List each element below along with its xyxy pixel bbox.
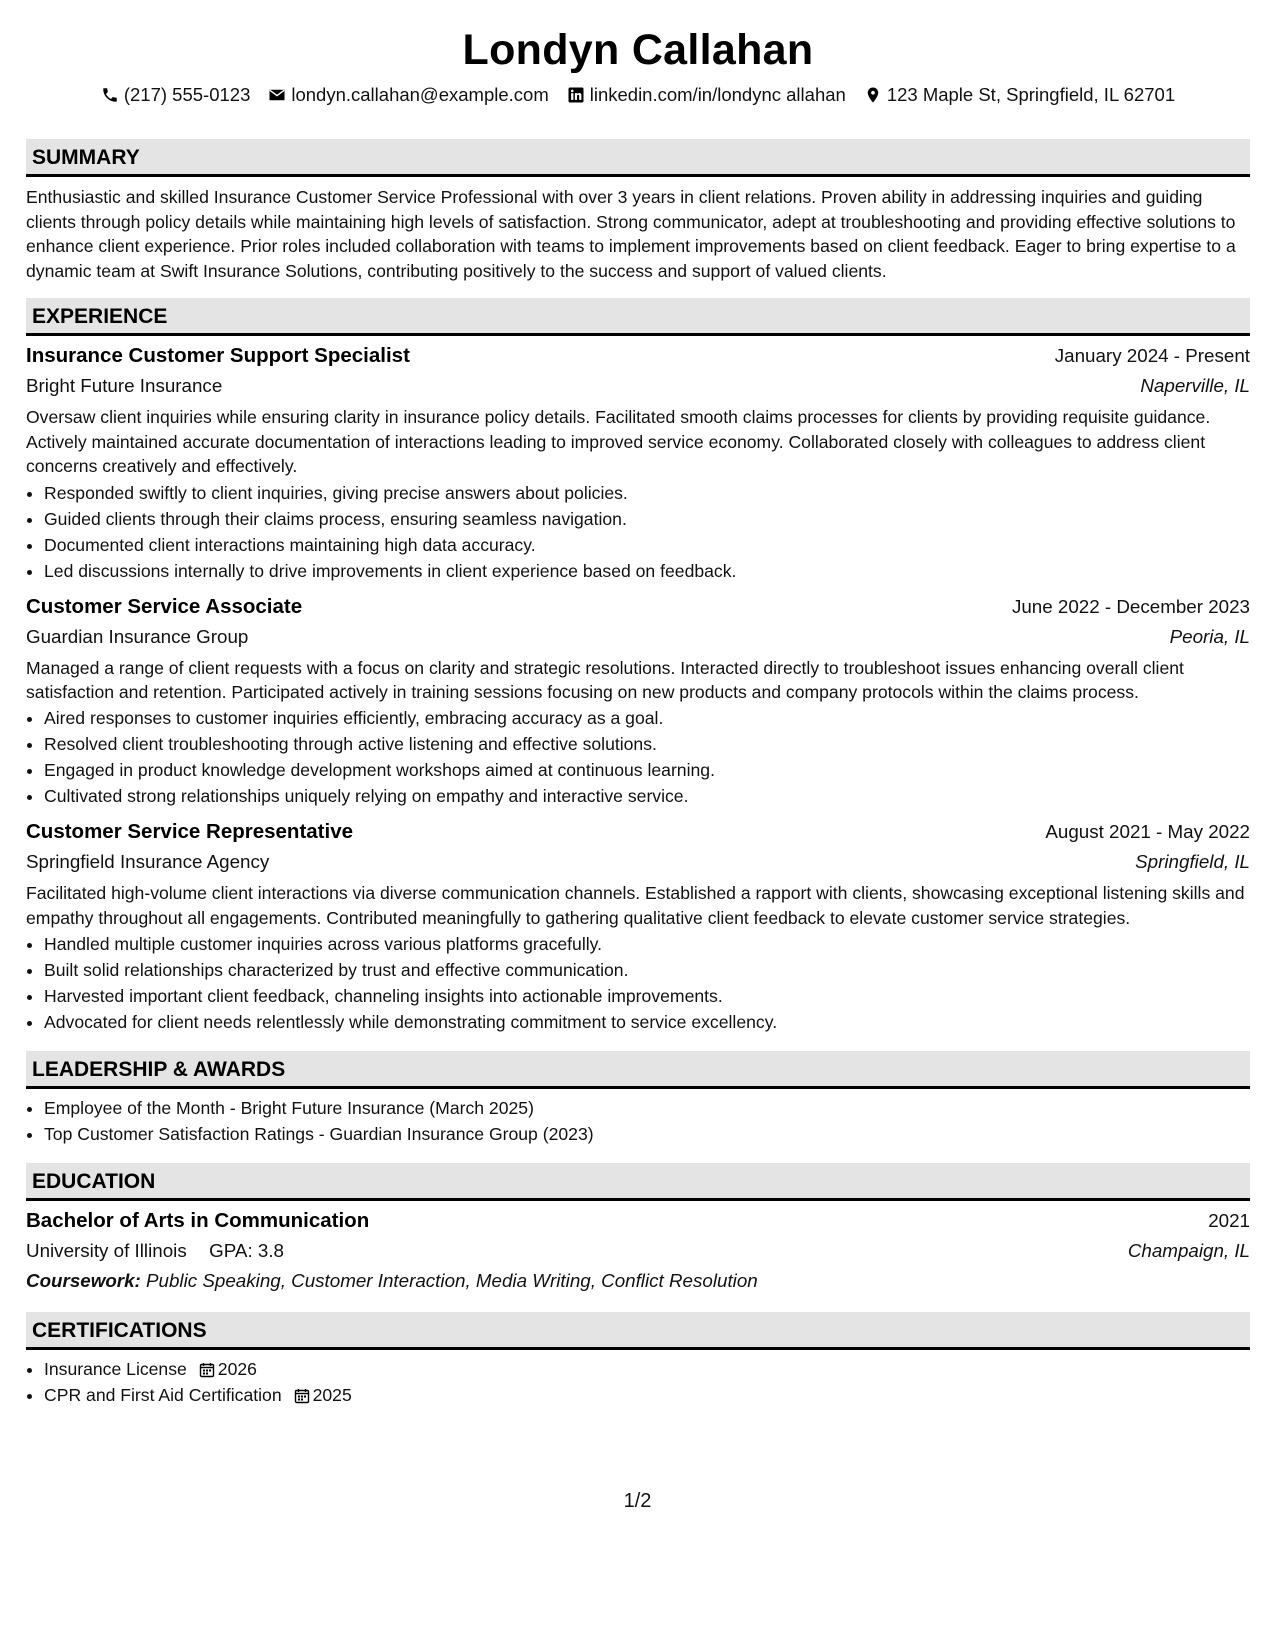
list-item: • Employee of the Month - Bright Future Insurance (March 2025) [44, 1095, 1250, 1121]
job-location: Peoria, IL [1169, 625, 1250, 647]
email-text: londyn.callahan@example.com [291, 84, 549, 105]
page-number: 1/2 [623, 1490, 652, 1512]
coursework-label: Coursework: [26, 1270, 141, 1292]
resume-page [26, 0, 1250, 1408]
job-bullets [26, 931, 1250, 1035]
job-title: Insurance Customer Support Specialist [26, 344, 410, 368]
education-section [26, 1163, 1250, 1295]
list-item: • Advocated for client needs relentlessly while demonstrating commitment to service excellency. [44, 1009, 1250, 1035]
list-item: • Aired responses to customer inquiries efficiently, embracing accuracy as a goal. [44, 705, 1250, 731]
job-dates: June 2022 - December 2023 [1011, 595, 1250, 617]
linkedin-text: linkedin.com/in/londync allahan [589, 84, 846, 105]
graduation-year: 2021 [1208, 1210, 1250, 1232]
leadership-heading: LEADERSHIP & AWARDS [26, 1051, 1250, 1089]
coursework-text: Public Speaking, Customer Interaction, Media Writing, Conflict Resolution [146, 1270, 758, 1292]
school-location: Champaign, IL [1127, 1240, 1250, 1262]
job-bullets [26, 480, 1250, 584]
company-name: Springfield Insurance Agency [26, 851, 270, 873]
list-item: • Resolved client troubleshooting through active listening and effective solutions. [44, 731, 1250, 757]
certifications-heading: CERTIFICATIONS [26, 1312, 1250, 1350]
company-name: Guardian Insurance Group [26, 625, 249, 647]
summary-section [26, 139, 1250, 283]
contact-bar [26, 82, 1250, 108]
contact-phone [101, 82, 251, 108]
envelope-icon [268, 86, 286, 104]
job-bullets [26, 705, 1250, 809]
summary-heading: SUMMARY [26, 139, 1250, 177]
education-heading: EDUCATION [26, 1163, 1250, 1201]
job-entry [26, 592, 1250, 810]
job-title: Customer Service Representative [26, 820, 354, 844]
company-name: Bright Future Insurance [26, 375, 223, 397]
job-dates: January 2024 - Present [1054, 345, 1250, 367]
list-item [44, 1382, 1250, 1408]
list-item: • Led discussions internally to drive improvements in client experience based on feedback. [44, 558, 1250, 584]
certification-year: 2025 [312, 1385, 352, 1406]
address-text: 123 Maple St, Springfield, IL 62701 [886, 84, 1176, 105]
job-description: Managed a range of client requests with a focus on clarity and strategic resolutions. Interacted directly to troubleshoot issues enhancing overall client satisfaction and retention. Participated actively in training sessions focusing on new products and company protocols within the claims process. [26, 657, 1184, 702]
calendar-icon [294, 1388, 310, 1404]
contact-email [268, 82, 548, 108]
degree-title: Bachelor of Arts in Communication [26, 1209, 370, 1233]
job-entry [26, 341, 1250, 583]
job-location: Springfield, IL [1135, 851, 1250, 873]
certification-name: CPR and First Aid Certification [44, 1385, 282, 1406]
list-item: • Engaged in product knowledge development workshops aimed at continuous learning. [44, 757, 1250, 783]
school-name: University of Illinois [26, 1240, 187, 1262]
job-title: Customer Service Associate [26, 594, 303, 618]
list-item: • Guided clients through their claims process, ensuring seamless navigation. [44, 506, 1250, 532]
certifications-list [26, 1356, 1250, 1408]
certification-name: Insurance License [44, 1359, 187, 1380]
gpa-text: GPA: 3.8 [209, 1240, 284, 1262]
experience-section [26, 298, 1250, 1035]
contact-linkedin [567, 82, 846, 108]
list-item: • Cultivated strong relationships uniquely relying on empathy and interactive service. [44, 783, 1250, 809]
list-item: • Built solid relationships characterized by trust and effective communication. [44, 957, 1250, 983]
candidate-name: Londyn Callahan [462, 26, 814, 74]
contact-address [864, 82, 1175, 108]
list-item: • Top Customer Satisfaction Ratings - Guardian Insurance Group (2023) [44, 1121, 1250, 1147]
list-item: • Responded swiftly to client inquiries, giving precise answers about policies. [44, 480, 1250, 506]
linkedin-icon [567, 86, 585, 104]
map-pin-icon [864, 86, 882, 104]
awards-list [26, 1095, 1250, 1147]
list-item [44, 1356, 1250, 1382]
certification-year: 2026 [217, 1359, 257, 1380]
list-item: • Handled multiple customer inquiries across various platforms gracefully. [44, 931, 1250, 957]
job-dates: August 2021 - May 2022 [1045, 821, 1250, 843]
leadership-section [26, 1051, 1250, 1147]
phone-text: (217) 555-0123 [123, 84, 251, 105]
job-entry [26, 817, 1250, 1035]
calendar-icon [199, 1362, 215, 1378]
job-description: Oversaw client inquiries while ensuring clarity in insurance policy details. Facilitated smooth claims processes for clients by providing requisite guidance. Actively maintained accurate documentation of interactions leading to improved service economy. Collaborated closely with colleagues to address client concerns creatively and effectively. [26, 407, 1211, 477]
coursework [26, 1266, 1250, 1295]
list-item: • Harvested important client feedback, channeling insights into actionable improvements. [44, 983, 1250, 1009]
job-description: Facilitated high-volume client interactions via diverse communication channels. Established a rapport with clients, showcasing exceptional listening skills and empathy throughout all engagements. Contributed meaningfully to gathering qualitative client feedback to elevate customer service strategies. [26, 883, 1245, 928]
phone-icon [101, 86, 119, 104]
summary-text: Enthusiastic and skilled Insurance Customer Service Professional with over 3 years in client relations. Proven ability in addressing inquiries and guiding clients through policy details while maintaining high levels of satisfaction. Strong communicator, adept at troubleshooting and providing effective solutions to enhance client experience. Prior roles included collaboration with teams to implement improvements based on client feedback. Eager to bring expertise to a dynamic team at Swift Insurance Solutions, contributing positively to the success and support of valued clients. [26, 187, 1236, 281]
experience-heading: EXPERIENCE [26, 298, 1250, 336]
job-location: Naperville, IL [1140, 375, 1250, 397]
certifications-section [26, 1312, 1250, 1408]
list-item: • Documented client interactions maintaining high data accuracy. [44, 532, 1250, 558]
